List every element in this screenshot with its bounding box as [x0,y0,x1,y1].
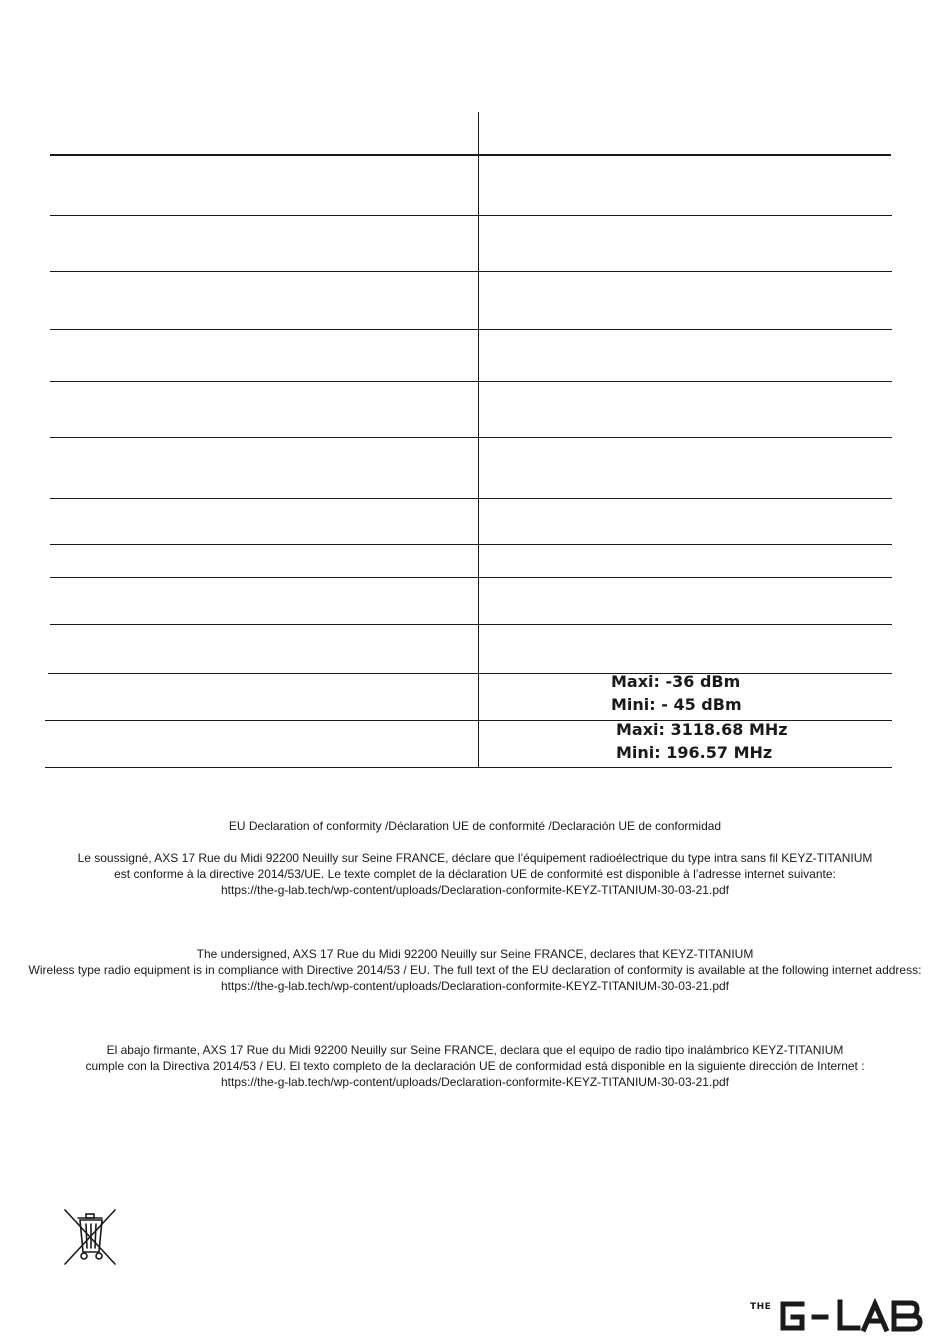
declaration-title: EU Declaration of conformity /Déclaration UE de conformité /Declaración UE de conformidad [228,819,722,833]
declaration-spanish-line: El abajo firmante, AXS 17 Rue du Midi 92200 Neuilly sur Seine FRANCE, declara que el equipo de radio tipo inalámbrico KEYZ-TITANIUM [106,1043,844,1057]
power-max-value: Maxi: -36 dBm [611,672,741,691]
g-lab-logo [750,1298,926,1334]
logo-prefix: THE [750,1302,772,1312]
declaration-english [0,946,950,994]
declaration-french-line: est conforme à la directive 2014/53/UE. Le texte complet de la déclaration UE de conformité est disponible à l’adresse internet suivante: [114,867,836,881]
declaration-english-url: https://the-g-lab.tech/wp-content/uploads/Declaration-conformite-KEYZ-TITANIUM-30-03-21.pdf [221,979,729,993]
table-row-rule [50,577,892,578]
table-row-rule [50,271,892,272]
table-row-rule [50,498,892,499]
frequency-max-value: Maxi: 3118.68 MHz [616,720,788,739]
declaration-french-line: Le soussigné, AXS 17 Rue du Midi 92200 Neuilly sur Seine FRANCE, déclare que l’équipement radioélectrique du type intra sans fil KEYZ-TITANIUM [77,851,873,865]
crossed-out-wheelie-bin-icon [62,1208,118,1266]
declaration-french-url: https://the-g-lab.tech/wp-content/uploads/Declaration-conformite-KEYZ-TITANIUM-30-03-21.pdf [221,883,729,897]
table-row-rule [50,215,892,216]
table-column-divider [478,112,479,768]
declaration-spanish-url: https://the-g-lab.tech/wp-content/uploads/Declaration-conformite-KEYZ-TITANIUM-30-03-21.pdf [221,1075,729,1089]
table-row-rule [48,673,892,674]
table-row-rule [50,624,892,625]
declaration-spanish-line: cumple con la Directiva 2014/53 / EU. El texto completo de la declaración UE de conformidad está disponible en la siguiente dirección de Internet : [85,1059,865,1073]
table-header-rule [50,154,891,156]
declaration-english-line: The undersigned, AXS 17 Rue du Midi 92200 Neuilly sur Seine FRANCE, declares that KEYZ-TITANIUM [196,947,754,961]
table-row-rule [50,381,892,382]
table-row-rule [50,437,892,438]
logo-wordmark [778,1298,926,1334]
table-bottom-rule [45,767,892,768]
declaration-french [0,850,950,898]
power-min-value: Mini: - 45 dBm [611,695,742,714]
table-row-rule [50,329,892,330]
declaration-english-line: Wireless type radio equipment is in compliance with Directive 2014/53 / EU. The full text of the EU declaration of conformity is available at the following internet address: [28,963,922,977]
frequency-min-value: Mini: 196.57 MHz [616,743,773,762]
table-row-rule [50,544,892,545]
declaration-spanish [0,1042,950,1090]
